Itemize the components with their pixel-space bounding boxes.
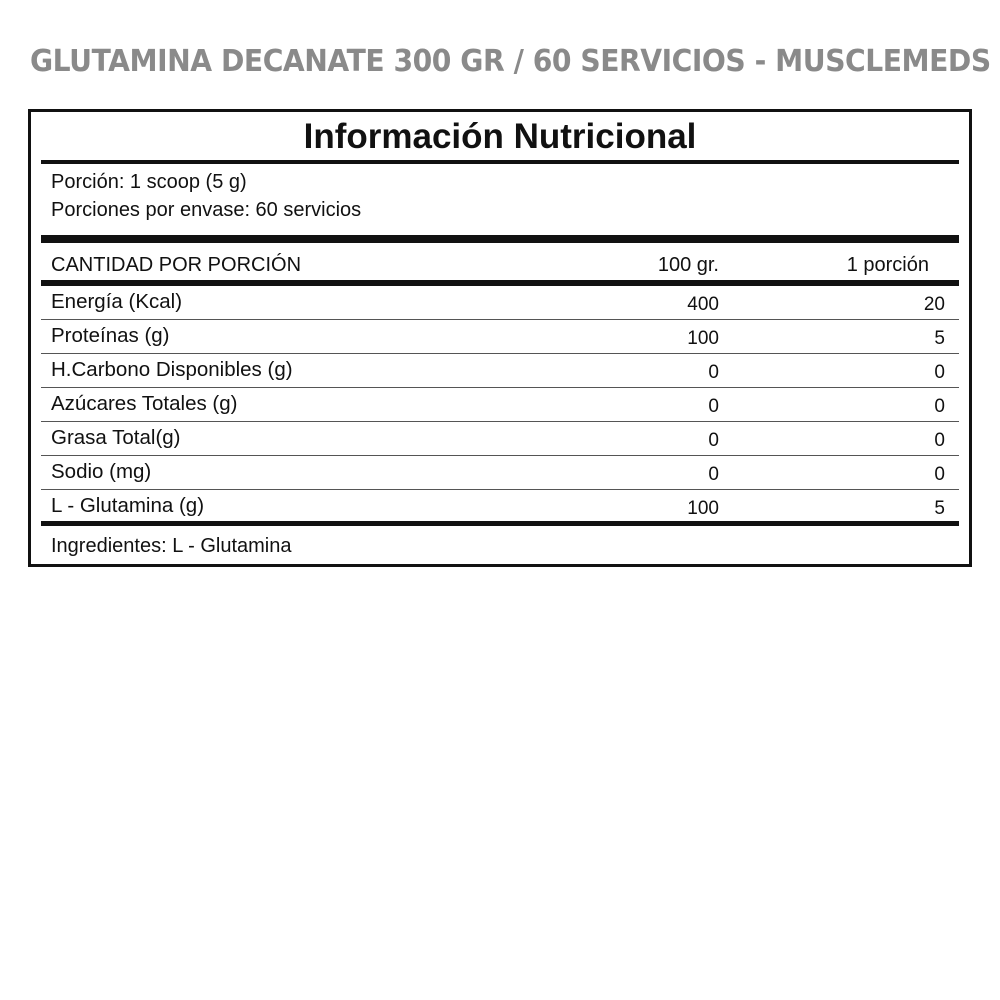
nutrient-value-per-serving: 20 xyxy=(923,294,945,315)
nutrient-name: Energía (Kcal) xyxy=(51,290,183,313)
column-header-amount: CANTIDAD POR PORCIÓN xyxy=(51,254,302,276)
nutrient-table xyxy=(41,286,959,524)
nutrient-value-per-serving: 0 xyxy=(934,464,945,485)
nutrient-row-protein xyxy=(41,320,959,354)
nutrient-value-per-100g: 100 xyxy=(687,498,719,519)
column-header-per-serving: 1 porción xyxy=(846,254,929,276)
label-title: Información Nutricional xyxy=(303,117,697,156)
nutrient-value-per-serving: 0 xyxy=(934,362,945,383)
nutrient-row-carbohydrates xyxy=(41,354,959,388)
nutrient-row-sodium xyxy=(41,456,959,490)
page-title: GLUTAMINA DECANATE 300 GR / 60 SERVICIOS - MUSCLEMEDS xyxy=(30,44,991,79)
nutrient-row-glutamine xyxy=(41,490,959,524)
serving-size: Porción: 1 scoop (5 g) xyxy=(51,171,247,193)
nutrient-value-per-serving: 5 xyxy=(934,328,945,349)
nutrient-value-per-100g: 0 xyxy=(708,464,719,485)
nutrient-row-energy xyxy=(41,286,959,320)
ingredients-text: Ingredientes: L - Glutamina xyxy=(51,535,292,557)
nutrient-value-per-100g: 0 xyxy=(708,430,719,451)
nutrient-row-fat xyxy=(41,422,959,456)
nutrient-value-per-serving: 0 xyxy=(934,430,945,451)
nutrient-value-per-100g: 0 xyxy=(708,362,719,383)
nutrient-name: L - Glutamina (g) xyxy=(51,494,205,517)
nutrient-name: Grasa Total(g) xyxy=(51,426,181,449)
nutrient-name: Sodio (mg) xyxy=(51,460,152,483)
nutrient-value-per-100g: 100 xyxy=(687,328,719,349)
nutrient-row-sugars xyxy=(41,388,959,422)
nutrient-value-per-serving: 0 xyxy=(934,396,945,417)
table-bottom-divider xyxy=(41,521,959,526)
nutrient-value-per-100g: 400 xyxy=(687,294,719,315)
nutrient-name: H.Carbono Disponibles (g) xyxy=(51,358,293,381)
serving-divider xyxy=(41,235,959,243)
nutrient-value-per-100g: 0 xyxy=(708,396,719,417)
title-divider xyxy=(41,160,959,164)
column-header-per-100g: 100 gr. xyxy=(657,254,719,276)
nutrient-name: Azúcares Totales (g) xyxy=(51,392,238,415)
nutrient-name: Proteínas (g) xyxy=(51,324,170,347)
nutrition-facts-label xyxy=(28,109,972,567)
servings-per-container: Porciones por envase: 60 servicios xyxy=(51,199,362,221)
nutrient-value-per-serving: 5 xyxy=(934,498,945,519)
